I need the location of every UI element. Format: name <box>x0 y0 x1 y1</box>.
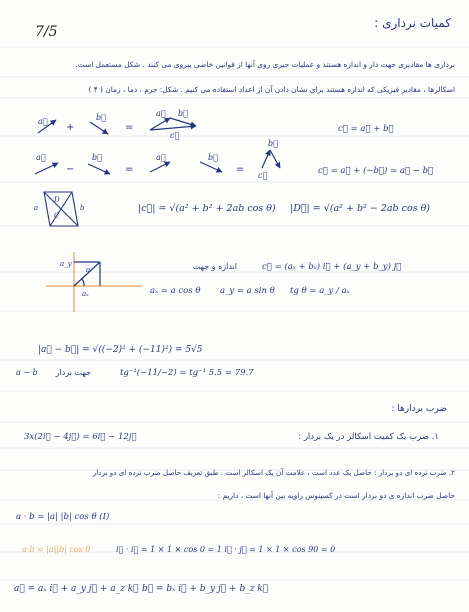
dot-product-title-2: حاصل ضرب اندازه ی دو بردار است در کسینوس زاویه بین آنها است ، داریم : <box>217 491 455 500</box>
intro-line-2: اسکالرها ، مقادیر فیزیکی که اندازه هستند برای نشان دادن آن از اعداد استفاده می کنیم . شکل: جرم ، دما ، زمان ( ۴ ) <box>88 85 455 94</box>
example-line2-rtl: جهت بردار <box>55 368 91 377</box>
dot-product-formula: a · b = |a| |b| cos θ (I) <box>16 512 110 522</box>
product-section-title: ضرب بردارها : <box>391 404 447 414</box>
svg-text:b: b <box>80 204 85 212</box>
svg-text:−: − <box>66 164 75 175</box>
orange-note: a·b = |a||b| cos θ <box>22 545 91 554</box>
vector-a-components: a⃗ = aₓ i⃗ + a_y j⃗ + a_z k⃗ <box>14 584 139 594</box>
parallelogram-diagram <box>32 188 92 236</box>
magnitude-sum: |c⃗| = √(a² + b² + 2ab cos θ) <box>138 203 276 214</box>
example-line-1: |a⃗ − b⃗| = √((−2)² + (−11)²) = 5√5 <box>38 345 203 355</box>
unit-products: i⃗ · i⃗ = 1 × 1 × cos 0 = 1 i⃗ · j⃗ = 1 × 1 × cos 90 = 0 <box>116 545 336 554</box>
components-vector-form: c⃗ = (aₓ + bₓ) i⃗ + (a_y + b_y) j⃗ <box>262 262 402 272</box>
svg-text:a⃗: a⃗ <box>156 109 166 118</box>
page-date: 7/5 <box>35 24 58 40</box>
example-line2-label: a − b <box>16 368 38 377</box>
dot-product-title-1: ۲. ضرب نرده ای دو بردار : حاصل یک عدد است ، علامت آن یک اسکالر است . طبق تعریف حاصل ضرب نرده ای دو بردار <box>92 468 455 477</box>
product-subtitle: ۱. ضرب یک کمیت اسکالر در یک بردار : <box>298 432 439 442</box>
svg-text:a⃗: a⃗ <box>36 153 46 162</box>
svg-text:c⃗: c⃗ <box>170 131 180 140</box>
scalar-product-example: 3x(2i⃗ − 4j⃗) = 6i⃗ − 12j⃗ <box>24 432 137 442</box>
component-ax: aₓ = a cos θ <box>150 286 201 296</box>
magnitude-diff: |D⃗| = √(a² + b² − 2ab cos θ) <box>290 203 431 214</box>
svg-text:=: = <box>236 164 245 175</box>
diff-result: c⃗ = a⃗ + (−b⃗) = a⃗ − b⃗ <box>318 166 434 176</box>
svg-text:a⃗: a⃗ <box>156 153 166 162</box>
page-title: کمیات نرداری : <box>374 16 451 30</box>
svg-text:b⃗: b⃗ <box>208 153 218 162</box>
component-ay: a_y = a sin θ <box>220 286 275 296</box>
components-diagram <box>42 248 152 318</box>
svg-text:b⃗: b⃗ <box>268 139 278 148</box>
svg-text:=: = <box>125 122 134 133</box>
svg-text:=: = <box>125 164 134 175</box>
vector-b-components: b⃗ = bₓ i⃗ + b_y j⃗ + b_z k⃗ <box>142 584 269 594</box>
sum-result: c⃗ = a⃗ + b⃗ <box>338 124 394 134</box>
svg-text:C: C <box>54 212 60 220</box>
svg-text:+: + <box>66 122 75 133</box>
svg-text:a⃗: a⃗ <box>38 117 48 126</box>
label-ax: aₓ <box>82 290 89 298</box>
svg-text:b⃗: b⃗ <box>96 113 106 122</box>
components-note: اندازه و جهت <box>192 262 237 271</box>
example-line-2: tg⁻¹(−11/−2) = tg⁻¹ 5.5 = 79.7 <box>120 368 254 378</box>
component-tan: tg θ = a_y / aₓ <box>290 286 350 296</box>
label-ay: a_y <box>60 260 72 268</box>
intro-line-1: برداری ها مقادیری جهت دار و اندازه هستند و عملیات جبری روی آنها از قوانین خاصی پیروی می کنند . شکل مستعمل است. <box>75 60 455 69</box>
svg-text:b⃗: b⃗ <box>178 109 188 118</box>
svg-text:D: D <box>54 196 60 204</box>
svg-text:a: a <box>34 204 39 212</box>
svg-text:b⃗: b⃗ <box>92 153 102 162</box>
label-a: a <box>86 266 91 274</box>
svg-text:c⃗: c⃗ <box>258 171 268 180</box>
